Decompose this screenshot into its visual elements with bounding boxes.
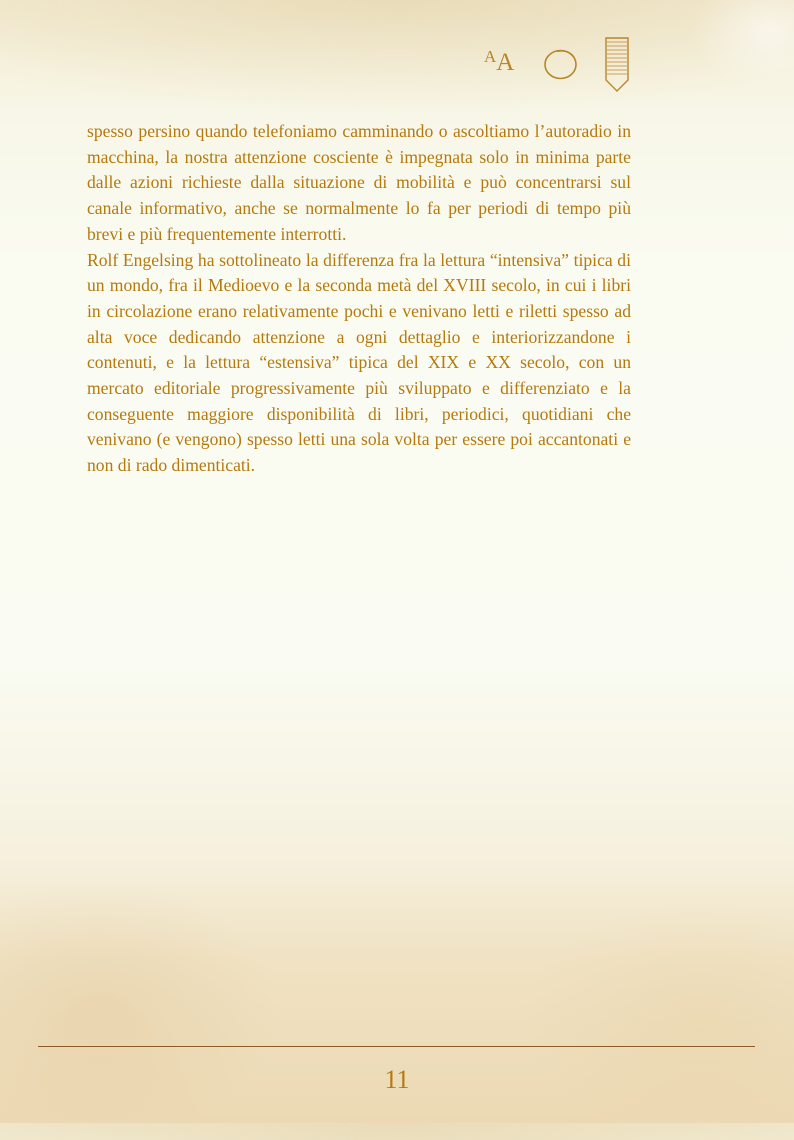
paragraph-continuation: spesso persino quando telefoniamo camminando o ascoltiamo l’autoradio in macchina, la nostra attenzione cosciente è impegnata solo in minima parte dalle azioni richieste dalla situazione di mobilità e può concentrarsi sul canale informativo, anche se normalmente lo fa per periodi di tempo più brevi e più frequentemente interrotti.: [87, 121, 631, 244]
parchment-stain: [520, 900, 794, 1140]
font-size-small-letter: A: [484, 47, 497, 66]
circle-outline-icon[interactable]: [541, 46, 581, 82]
paragraph-engelsing: Rolf Engelsing ha sottolineato la differenza fra la lettura “intensiva” tipica di un mondo, fra il Medioevo e la seconda metà del XVIII secolo, in cui i libri in circolazione erano relativamente pochi e venivano letti e riletti spesso ad alta voce dedicando attenzione a ogni dettaglio e interiorizzandone i contenuti, e la lettura “estensiva” tipica del XIX e XX secolo, con un mercato editoriale progressivamente più sviluppato e differenziato e la conseguente maggiore disponibilità di libri, periodici, quotidiani che venivano (e vengono) spesso letti una sola volta per essere poi accantonati e non di rado dimenticati.: [87, 249, 631, 476]
footer-divider: [38, 1046, 755, 1047]
parchment-stain: [0, 880, 280, 1140]
page-body-text: [87, 119, 631, 479]
font-size-button[interactable]: [484, 48, 514, 75]
font-size-large-letter: A: [496, 49, 515, 76]
parchment-highlight: [690, 0, 794, 90]
bookmark-ribbon-icon[interactable]: [604, 36, 630, 92]
page-number: 11: [384, 1065, 410, 1094]
reader-toolbar: [480, 34, 640, 94]
